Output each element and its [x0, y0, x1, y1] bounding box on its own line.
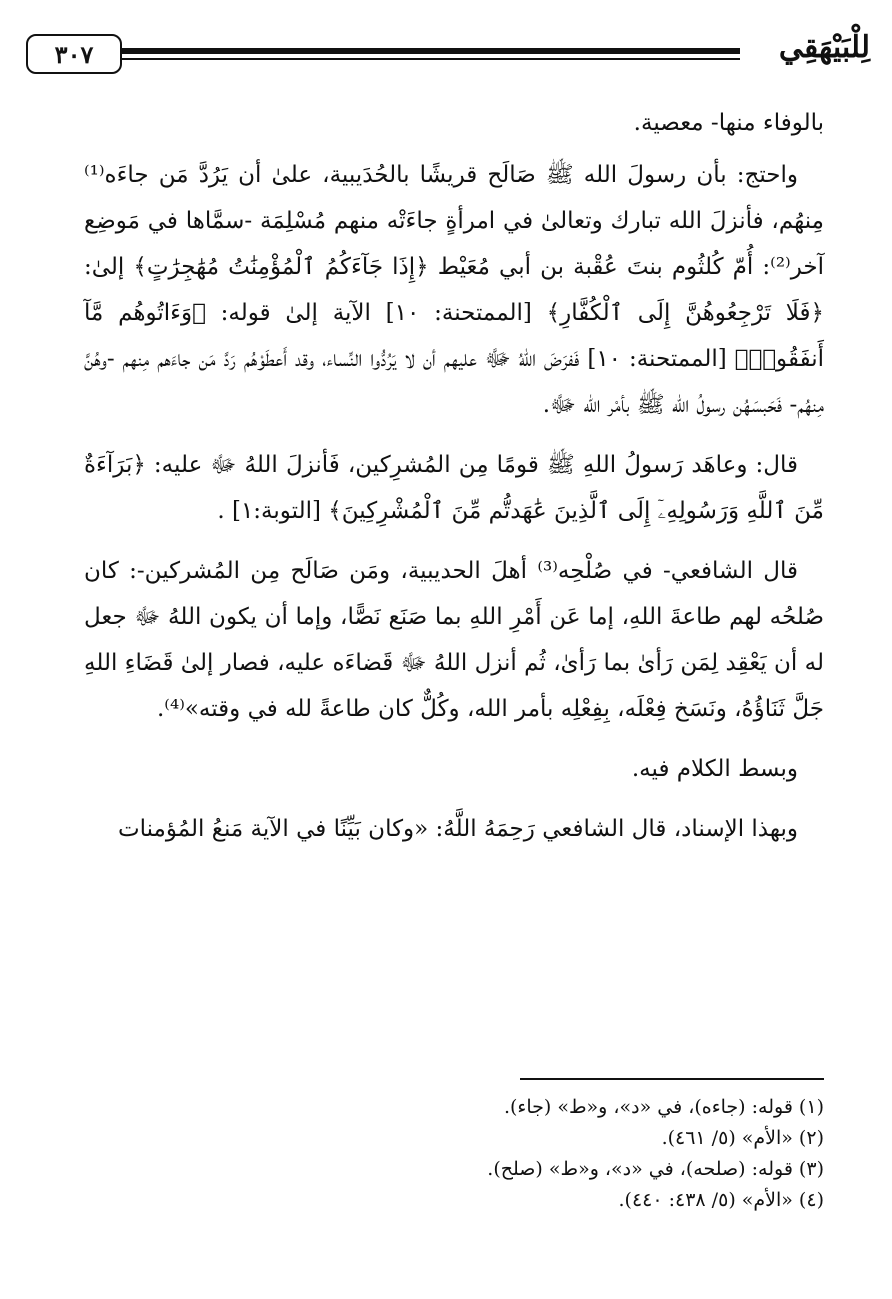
- paragraph-4: قال الشافعي- في صُلْحِه⁽³⁾ أهلَ الحديبية، ومَن صَالَح مِن المُشركين-: كان صُلحُه لهم طاعةَ اللهِ، إما عَن أَمْرِ اللهِ بما صَنَع نَصًّا، وإما أن يكون اللهُ ﷻ جعل له أن يَعْقِد لِمَن رَأىٰ بما رَأىٰ، ثُم أنزل اللهُ ﷻ قَضاءَه عليه، فصار إلىٰ قَضَاءِ اللهِ جَلَّ ثَنَاؤُهُ، ونَسَخ فِعْلَه، بِفِعْلِه بأمر الله، وكُلٌّ كان طاعةً لله في وقته»⁽⁴⁾.: [84, 558, 824, 722]
- header-rule-thin: [120, 58, 740, 60]
- paragraph-5: وبسط الكلام فيه.: [631, 756, 798, 782]
- footnotes: [84, 1092, 824, 1216]
- paragraph-6: وبهذا الإسناد، قال الشافعي رَحِمَهُ اللَّهُ: «وكان بَيِّنًا في الآية مَنعُ المُؤمنات: [117, 816, 798, 842]
- footnote-3: (٣) قوله: (صلحه)، في «د»، و«ط» (صلح).: [487, 1158, 824, 1180]
- main-text: [84, 100, 824, 866]
- page-number: ٣٠٧: [54, 39, 94, 69]
- footnote-divider: [520, 1078, 824, 1080]
- header-rule-thick: [120, 48, 740, 54]
- footnote-2: (٢) «الأم» (٥/ ٤٦١).: [661, 1127, 824, 1149]
- footnote-1: (١) قوله: (جاءه)، في «د»، و«ط» (جاء).: [503, 1096, 824, 1118]
- paragraph-2: واحتج: بأن رسولَ الله ﷺ صَالَح قريشًا بالحُدَيبية، علىٰ أن يَرُدَّ مَن جاءَه⁽¹⁾ مِنهُم، فأنزلَ الله تبارك وتعالىٰ في امرأةٍ جاءَتْه منهم مُسْلِمَة -سمَّاها في مَوضِع آخر⁽²⁾: أُمّ كُلثُوم بنتَ عُقْبة بن أبي مُعَيْط ﴿إِذَا جَآءَكُمُ ٱلْمُؤْمِنَٰتُ مُهَٰجِرَٰتٍ﴾ إلىٰ: ﴿فَلَا تَرْجِعُوهُنَّ إِلَى ٱلْكُفَّارِ﴾ [الممتحنة: ١٠] الآية إلىٰ قوله: ﴿وَءَاتُوهُم مَّآ أَنفَقُوا۟﴾ [الممتحنة: ١٠] فَفرَضَ اللهُ ﷻ عليهم أن لا يَرُدُّوا النِّساء، وقد أَعطَوْهُم رَدَّ مَن جاءَهم مِنهم -وهُنَّ مِنهُم- فَحَبسَهُن رسولُ الله ﷺ بأمْر الله ﷻ.: [84, 162, 824, 418]
- book-title: لِلْبَيْهَقِي: [778, 30, 870, 65]
- page-number-badge: [26, 34, 122, 74]
- paragraph-3: قال: وعاهَد رَسولُ اللهِ ﷺ قومًا مِن المُشرِكين، فَأنزلَ اللهُ ﷻ عليه: ﴿بَرَآءَةٌ مِّنَ ٱللَّهِ وَرَسُولِهِۦٓ إِلَى ٱلَّذِينَ عَٰهَدتُّم مِّنَ ٱلْمُشْرِكِينَ﴾ [التوبة:١] .: [84, 452, 824, 524]
- page-header: [22, 30, 870, 78]
- footnote-4: (٤) «الأم» (٥/ ٤٣٨: ٤٤٠).: [618, 1189, 824, 1211]
- paragraph-1: بالوفاء منها- معصية.: [633, 110, 824, 136]
